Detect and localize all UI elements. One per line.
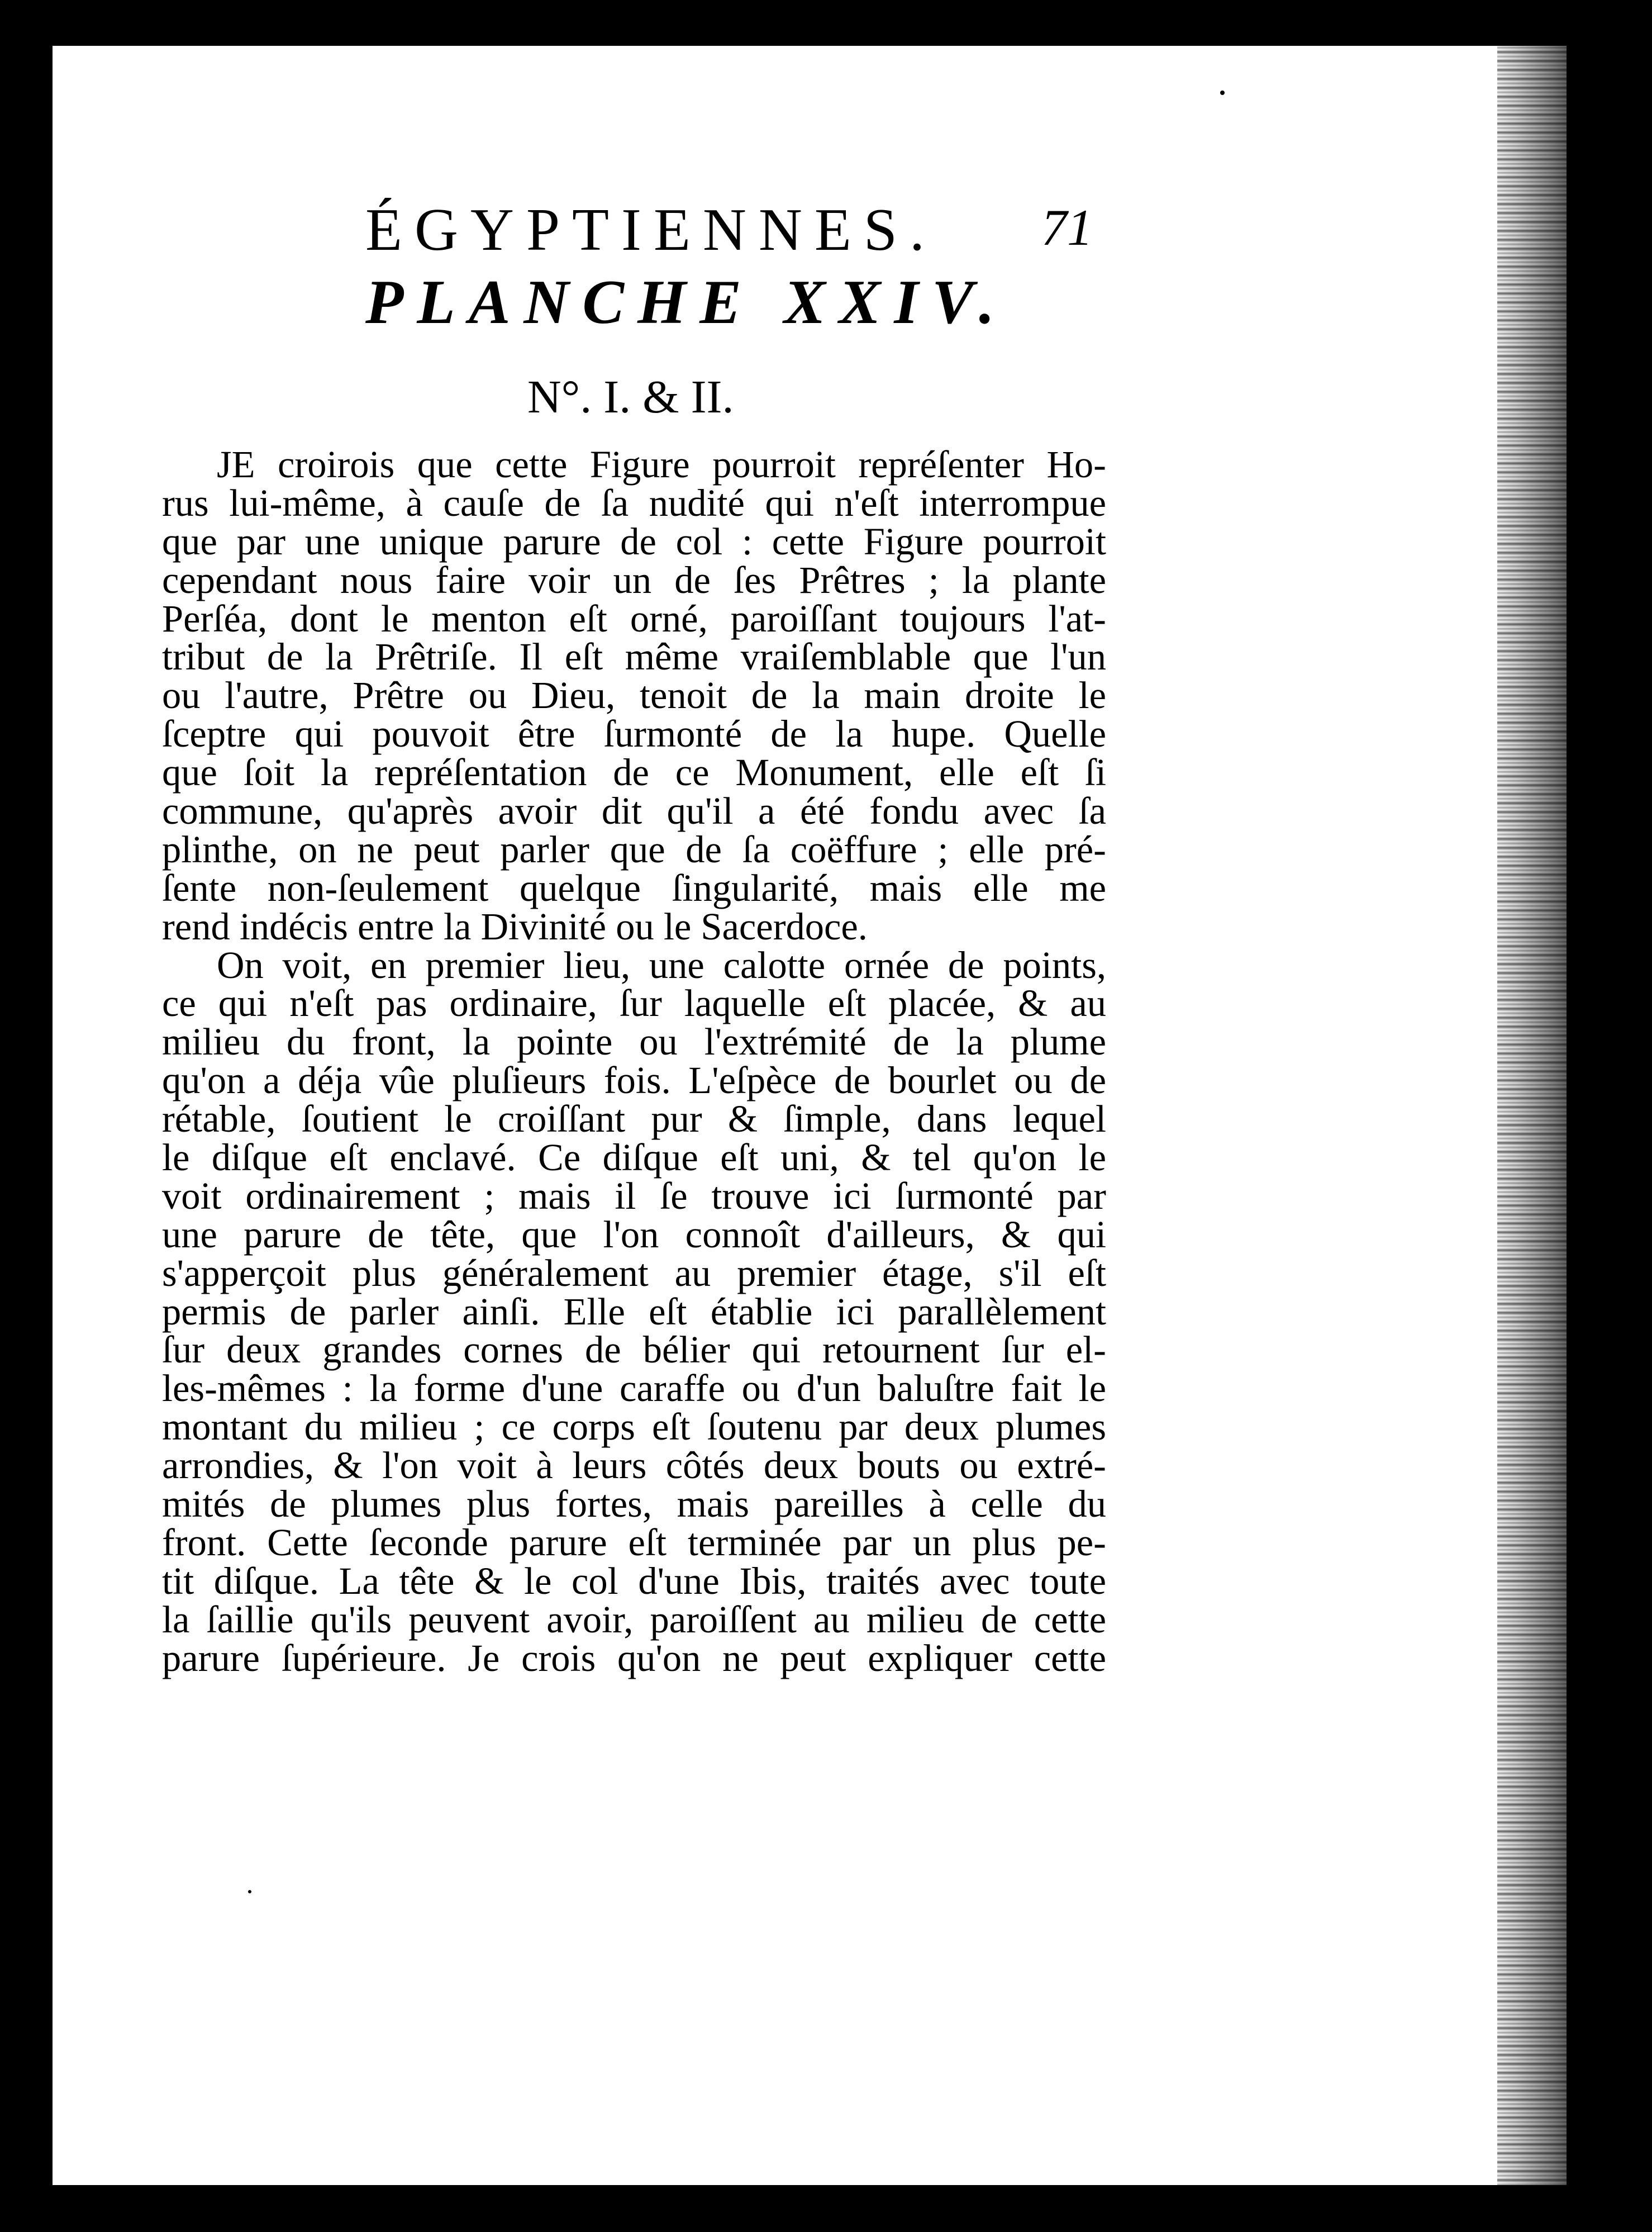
text-line: rus lui-même, à cauſe de ſa nudité qui n'eſt interrompue (162, 481, 1106, 524)
running-head: ÉGYPTIENNES. (365, 197, 937, 263)
text-line: ſur deux grandes cornes de bélier qui retournent ſur el- (162, 1328, 1106, 1371)
text-line: le diſque eſt enclavé. Ce diſque eſt uni, & tel qu'on le (162, 1136, 1106, 1179)
text-line: milieu du front, la pointe ou l'extrémité de la plume (162, 1020, 1106, 1063)
page-number: 71 (1041, 199, 1093, 256)
text-line: ſente non-ſeulement quelque ſingularité, mais elle me (162, 866, 1106, 909)
text-line: plinthe, on ne peut parler que de ſa coëffure ; elle pré- (162, 828, 1106, 871)
text-line: Perſéa, dont le menton eſt orné, paroiſſant toujours l'at- (162, 597, 1106, 640)
page-edge (1567, 46, 1592, 2185)
text-line: permis de parler ainſi. Elle eſt établie ici parallèlement (162, 1290, 1106, 1333)
text-line: ou l'autre, Prêtre ou Dieu, tenoit de la main droite le (162, 674, 1106, 717)
text-line: mités de plumes plus fortes, mais pareilles à celle du (162, 1483, 1106, 1526)
text-line: voit ordinairement ; mais il ſe trouve ici ſurmonté par (162, 1174, 1106, 1217)
text-line: que ſoit la repréſentation de ce Monument, elle eſt ſi (162, 751, 1106, 794)
text-line: JE croirois que cette Figure pourroit repréſenter Ho- (217, 443, 1106, 486)
text-line: montant du milieu ; ce corps eſt ſoutenu par deux plumes (162, 1405, 1106, 1449)
text-line: que par une unique parure de col : cette Figure pourroit (162, 520, 1106, 563)
text-line: commune, qu'après avoir dit qu'il a été fondu avec ſa (162, 790, 1106, 833)
text-line: la ſaillie qu'ils peuvent avoir, paroiſſent au milieu de cette (162, 1598, 1106, 1641)
text-line: front. Cette ſeconde parure eſt terminée par un plus pe- (162, 1521, 1106, 1564)
text-line: cependant nous faire voir un de ſes Prêtres ; la plante (162, 558, 1106, 601)
plate-subtitle: N°. I. & II. (527, 371, 734, 423)
text-line: tit diſque. La tête & le col d'une Ibis, traités avec toute (162, 1559, 1106, 1602)
body-text (162, 445, 1106, 1678)
text-line: tribut de la Prêtriſe. Il eſt même vraiſemblable que l'un (162, 635, 1106, 678)
text-line: rend indécis entre la Divinité ou le Sacerdoce. (162, 905, 868, 948)
text-line: On voit, en premier lieu, une calotte ornée de points, (217, 943, 1106, 986)
text-line: ce qui n'eſt pas ordinaire, ſur laquelle eſt placée, & au (162, 982, 1106, 1025)
text-line: ſceptre qui pouvoit être ſurmonté de la hupe. Quelle (162, 713, 1106, 756)
paper-speck (248, 1890, 251, 1893)
text-line: parure ſupérieure. Je crois qu'on ne peut expliquer cette (162, 1636, 1106, 1679)
paper-speck (1220, 91, 1225, 95)
text-line: qu'on a déja vûe pluſieurs fois. L'eſpèce de bourlet ou de (162, 1059, 1106, 1102)
text-line: les-mêmes : la forme d'une caraffe ou d'un baluſtre fait le (162, 1367, 1106, 1410)
text-line: arrondies, & l'on voit à leurs côtés deux bouts ou extré- (162, 1444, 1106, 1487)
plate-title: PLANCHE XXIV. (365, 268, 1008, 337)
text-line: une parure de tête, que l'on connoît d'ailleurs, & qui (162, 1213, 1106, 1256)
text-line: rétable, ſoutient le croiſſant pur & ſimple, dans lequel (162, 1098, 1106, 1141)
book-page (53, 46, 1592, 2185)
text-line: s'apperçoit plus généralement au premier étage, s'il eſt (162, 1251, 1106, 1294)
